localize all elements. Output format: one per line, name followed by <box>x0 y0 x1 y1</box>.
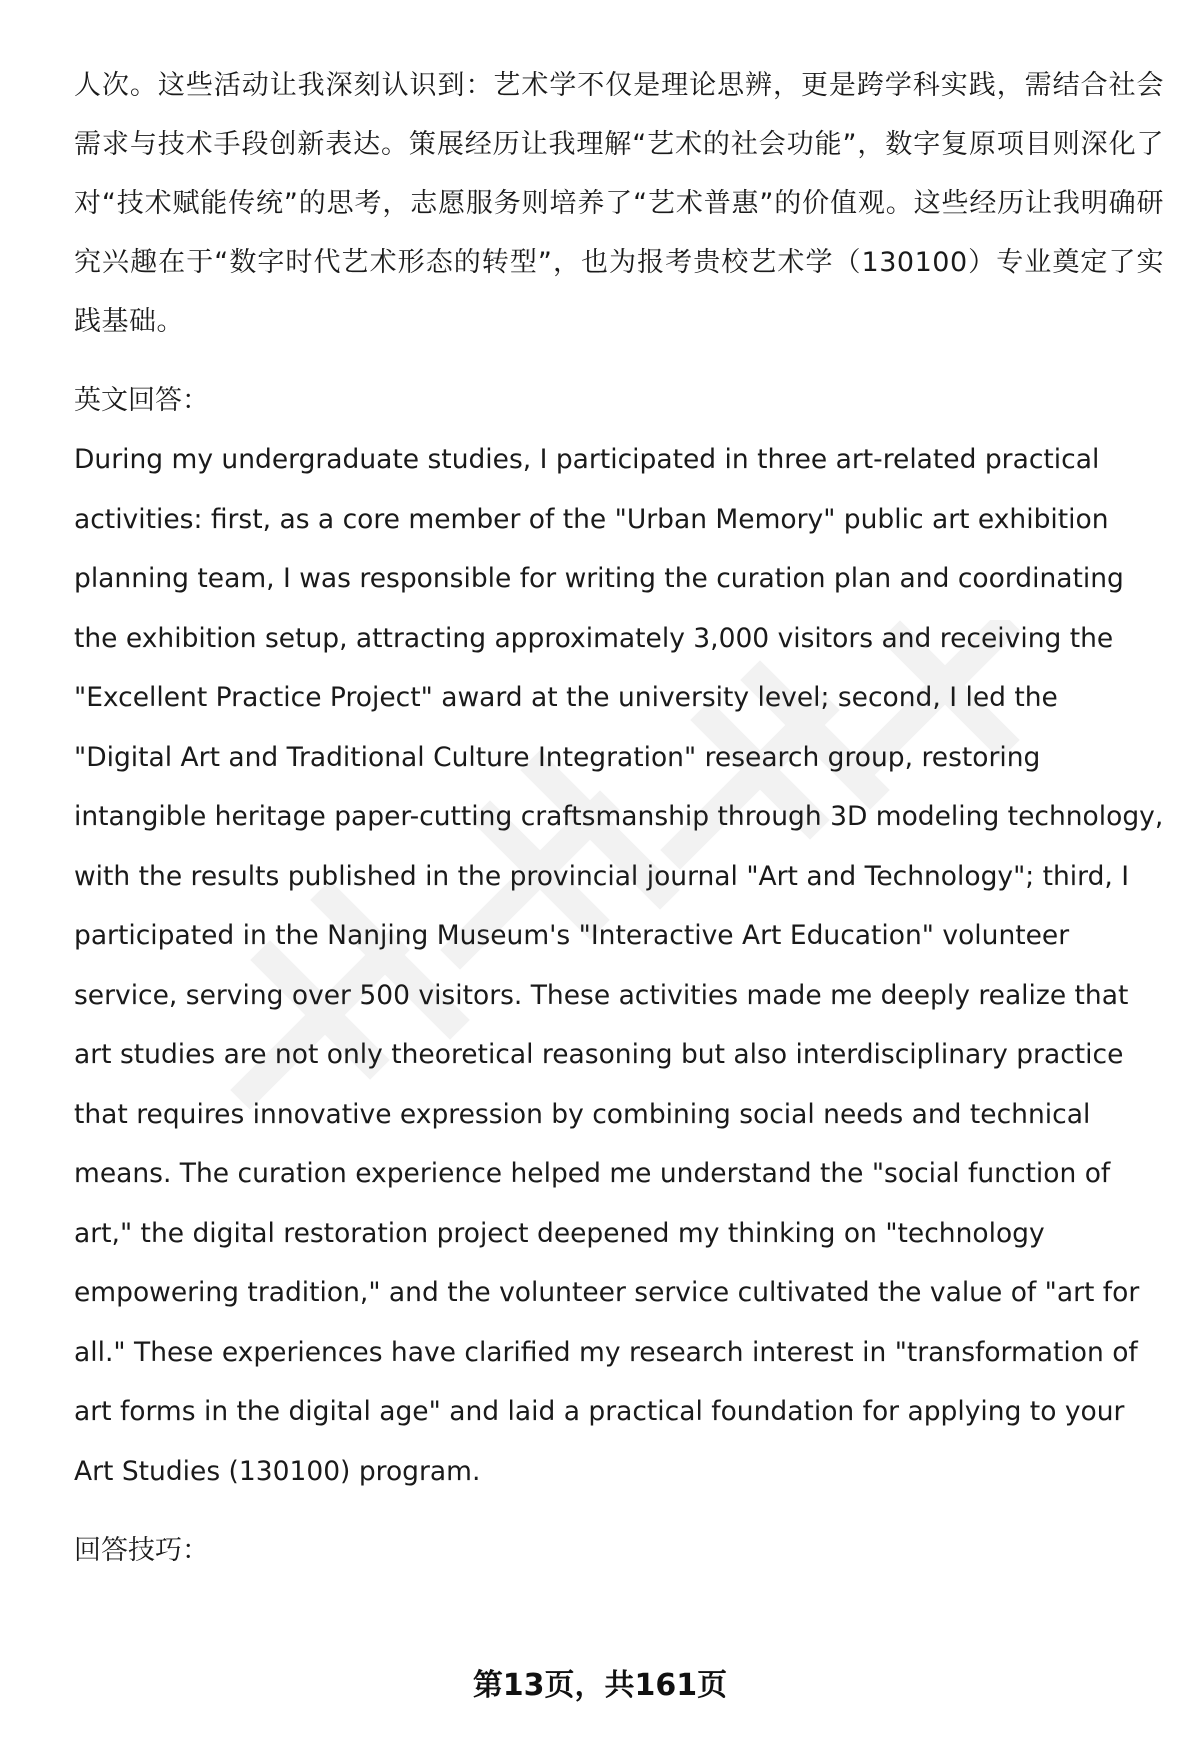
page-number-footer: 第13页，共161页 <box>472 1668 728 1703</box>
answer-tips-label: 回答技巧： <box>74 1535 209 1566</box>
chinese-answer-paragraph: 人次。这些活动让我深刻认识到：艺术学不仅是理论思辨，更是跨学科实践，需结合社会需求与技术手段创新表达。策展经历让我理解“艺术的社会功能”，数字复原项目则深化了对“技术赋能传统”的思考，志愿服务则培养了“艺术普惠”的价值观。这些经历让我明确研究兴趣在于“数字时代艺术形态的转型”，也为报考贵校艺术学（130100）专业奠定了实践基础。 <box>74 70 1164 337</box>
english-answer-label: 英文回答： <box>74 385 209 416</box>
english-answer-paragraph: During my undergraduate studies, I participated in three art-related practical activities: first, as a core member of the "Urban Memory" public art exhibition planning team, I was responsible for writing the curation plan and coordinating the exhibition setup, attracting approximately 3,000 visitors and receiving the "Excellent Practice Project" award at the university level; second, I led the "Digital Art and Traditional Culture Integration" research group, restoring intangible heritage paper-cutting craftsmanship through 3D modeling technology, with the results published in the provincial journal "Art and Technology"; third, I participated in the Nanjing Museum's "Interactive Art Education" volunteer service, serving over 500 visitors. These activities made me deeply realize that art studies are not only theoretical reasoning but also interdisciplinary practice that requires innovative expression by combining social needs and technical means. The curation experience helped me understand the "social function of art," the digital restoration project deepened my thinking on "technology empowering tradition," and the volunteer service cultivated the value of "art for all." These experiences have clarified my research interest in "transformation of art forms in the digital age" and laid a practical foundation for applying to your Art Studies (130100) program. <box>74 444 1164 1487</box>
page-content <box>74 56 1164 1580</box>
